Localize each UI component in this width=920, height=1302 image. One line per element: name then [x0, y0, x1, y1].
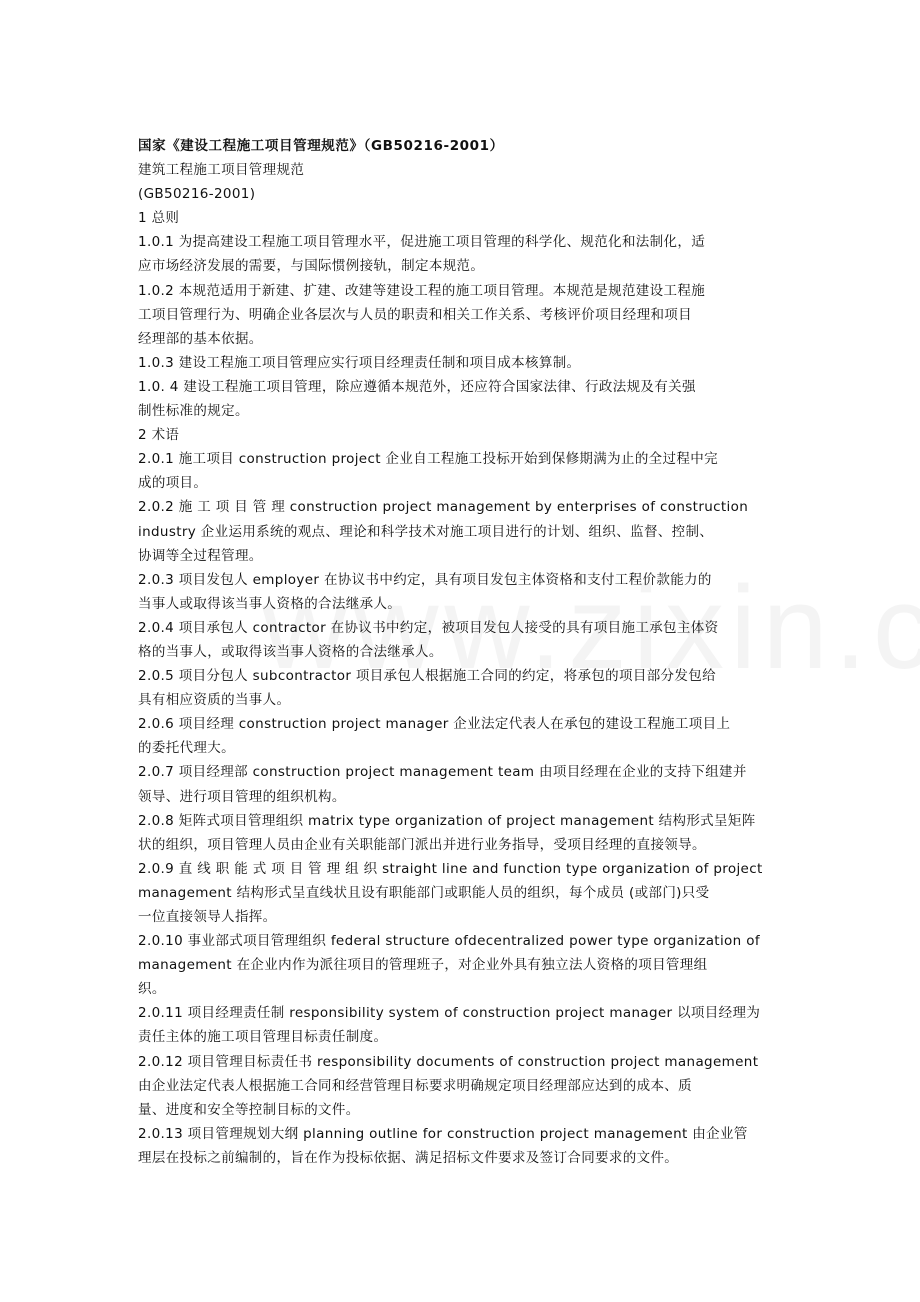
text-line: 制性标准的规定。	[138, 403, 249, 420]
text-line: 理层在投标之前编制的，旨在作为投标依据、满足招标文件要求及签订合同要求的文件。	[138, 1149, 679, 1166]
text-line: management 在企业内作为派往项目的管理班子，对企业外具有独立法人资格的项目管理组	[138, 957, 708, 974]
text-line: 责任主体的施工项目管理目标责任制度。	[138, 1029, 388, 1046]
text-line: (GB50216-2001)	[138, 186, 256, 203]
text-line: 的委托代理大。	[138, 740, 235, 757]
text-line: 1 总则	[138, 210, 180, 227]
document-body	[138, 134, 784, 1170]
text-line: 2.0.7 项目经理部 construction project management team 由项目经理在企业的支持下组建并	[138, 764, 747, 781]
text-line: 1.0. 4 建设工程施工项目管理，除应遵循本规范外，还应符合国家法律、行政法规及有关强	[138, 378, 696, 395]
text-line: 2.0.11 项目经理责任制 responsibility system of construction project manager 以项目经理为	[138, 1005, 761, 1022]
text-line: 工项目管理行为、明确企业各层次与人员的职责和相关工作关系、考核评价项目经理和项目	[138, 306, 692, 323]
text-line: 成的项目。	[138, 475, 208, 492]
text-line: 2.0.4 项目承包人 contractor 在协议书中约定，被项目发包人接受的具有项目施工承包主体资	[138, 619, 719, 636]
text-line: 2.0.3 项目发包人 employer 在协议书中约定，具有项目发包主体资格和支付工程价款能力的	[138, 571, 712, 588]
text-line: 建筑工程施工项目管理规范	[138, 162, 305, 179]
text-line: 经理部的基本依据。	[138, 330, 263, 347]
text-line: 1.0.3 建设工程施工项目管理应实行项目经理责任制和项目成本核算制。	[138, 354, 581, 371]
text-line: 1.0.2 本规范适用于新建、扩建、改建等建设工程的施工项目管理。本规范是规范建设工程施	[138, 282, 706, 299]
text-line: 协调等全过程管理。	[138, 547, 263, 564]
text-line: industry 企业运用系统的观点、理论和科学技术对施工项目进行的计划、组织、监督、控制、	[138, 523, 714, 540]
text-line: 2.0.8 矩阵式项目管理组织 matrix type organization of project management 结构形式呈矩阵	[138, 812, 756, 829]
text-line: 状的组织，项目管理人员由企业有关职能部门派出并进行业务指导，受项目经理的直接领导。	[138, 836, 706, 853]
text-line: 量、进度和安全等控制目标的文件。	[138, 1101, 360, 1118]
text-line: 2.0.13 项目管理规划大纲 planning outline for construction project management 由企业管	[138, 1125, 748, 1142]
text-line: 具有相应资质的当事人。	[138, 692, 291, 709]
text-line: 2.0.10 事业部式项目管理组织 federal structure ofdecentralized power type organization of	[138, 933, 760, 950]
text-line: 2.0.5 项目分包人 subcontractor 项目承包人根据施工合同的约定，将承包的项目部分发包给	[138, 668, 716, 685]
text-line: 格的当事人，或取得该当事人资格的合法继承人。	[138, 643, 443, 660]
text-line: 2.0.2 施 工 项 目 管 理 construction project management by enterprises of construction	[138, 499, 749, 516]
text-line: 当事人或取得该当事人资格的合法继承人。	[138, 595, 402, 612]
text-line: 2 术语	[138, 427, 180, 444]
text-line: 织。	[138, 981, 166, 998]
text-line: 2.0.9 直 线 职 能 式 项 目 管 理 组 织 straight line and function type organization of project	[138, 860, 763, 877]
text-line: 2.0.1 施工项目 construction project 企业自工程施工投标开始到保修期满为止的全过程中完	[138, 451, 718, 468]
text-line: 1.0.1 为提高建设工程施工项目管理水平，促进施工项目管理的科学化、规范化和法制化，适	[138, 234, 706, 251]
document-title: 国家《建设工程施工项目管理规范》（GB50216-2001）	[138, 138, 504, 154]
text-line: 应市场经济发展的需要，与国际惯例接轨，制定本规范。	[138, 258, 485, 275]
text-line: 2.0.12 项目管理目标责任书 responsibility documents of construction project management	[138, 1053, 759, 1070]
text-line: 一位直接领导人指挥。	[138, 909, 277, 925]
text-line: management 结构形式呈直线状且设有职能部门或职能人员的组织，每个成员 (或部门)只受	[138, 884, 710, 901]
text-line: 领导、进行项目管理的组织机构。	[138, 788, 346, 805]
text-line: 由企业法定代表人根据施工合同和经营管理目标要求明确规定项目经理部应达到的成本、质	[138, 1077, 692, 1094]
text-line: 2.0.6 项目经理 construction project manager 企业法定代表人在承包的建设工程施工项目上	[138, 716, 731, 733]
